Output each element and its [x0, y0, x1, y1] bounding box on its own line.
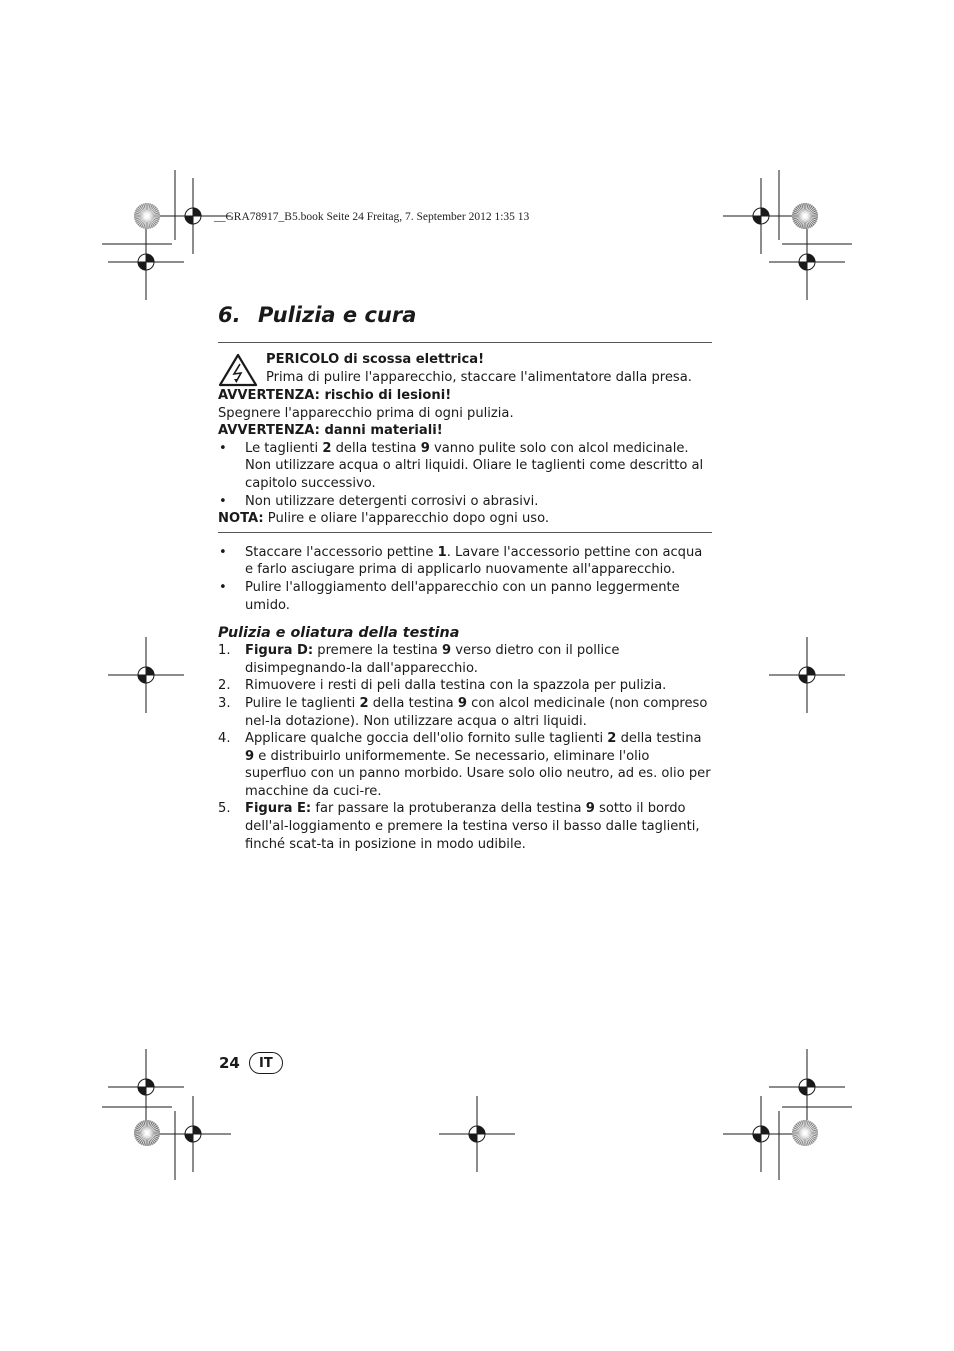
- list-item: • Pulire l'alloggiamento dell'apparecchio con un panno leggermente umido.: [218, 579, 712, 614]
- section-heading: [218, 300, 712, 330]
- registration-mark: [723, 178, 799, 254]
- warning-damage-list: [218, 440, 712, 510]
- warning-injury-text: Spegnere l'apparecchio prima di ogni pulizia.: [218, 405, 514, 421]
- danger-row: [218, 351, 712, 387]
- list-item: 3. Pulire le taglienti 2 della testina 9 con alcol medicinale (non compreso nel-la dotazione). Non utilizzare acqua o altri liquidi.: [218, 695, 708, 729]
- note-label: NOTA:: [218, 511, 264, 527]
- safety-notice-box: [218, 343, 712, 532]
- cleaning-list: [218, 544, 712, 614]
- section-number: 6.: [218, 303, 241, 327]
- list-item: 5. Figura E: far passare la protuberanza della testina 9 sotto il bordo dell'al-loggiamento e premere la testina verso il basso dalle taglienti, finché scat-ta in posizione in modo udibile.: [218, 801, 700, 852]
- registration-mark: [769, 637, 845, 713]
- page-number: 24: [219, 1054, 240, 1072]
- list-item: • Staccare l'accessorio pettine 1. Lavare l'accessorio pettine con acqua e farlo asciugare prima di applicarlo nuovamente all'apparecchio.: [218, 544, 712, 579]
- registration-mark: [769, 1049, 845, 1125]
- warning-injury-title: AVVERTENZA: rischio di lesioni!: [218, 388, 452, 403]
- subsection-title: Pulizia e oliatura della testina: [218, 625, 460, 642]
- page-content: [218, 300, 712, 853]
- section-title: Pulizia e cura: [258, 303, 417, 327]
- color-target-mark: [792, 1120, 818, 1146]
- note-text: Pulire e oliare l'apparecchio dopo ogni uso.: [263, 511, 550, 527]
- print-slug: __GRA78917_B5.book Seite 24 Freitag, 7. September 2012 1:35 13: [214, 211, 530, 223]
- language-badge: IT: [249, 1052, 283, 1074]
- list-item: 2. Rimuovere i resti di peli dalla testina con la spazzola per pulizia.: [218, 678, 667, 694]
- registration-mark: [769, 224, 845, 300]
- registration-mark: [108, 637, 184, 713]
- list-item: • Non utilizzare detergenti corrosivi o abrasivi.: [218, 493, 712, 511]
- color-target-mark: [792, 203, 818, 229]
- list-item: 1. Figura D: premere la testina 9 verso dietro con il pollice disimpegnando-la dall'apparecchio.: [218, 643, 620, 676]
- electric-hazard-icon: [218, 353, 258, 387]
- danger-title: PERICOLO di scossa elettrica!: [266, 352, 485, 367]
- registration-mark: [108, 224, 184, 300]
- registration-mark: [108, 1049, 184, 1125]
- note: [218, 510, 712, 528]
- color-target-mark: [134, 203, 160, 229]
- oiling-steps: [218, 642, 712, 853]
- registration-mark: [439, 1096, 515, 1172]
- warning-damage-title: AVVERTENZA: danni materiali!: [218, 423, 443, 439]
- page-footer: [219, 1052, 283, 1074]
- notice-bottom-rule: [218, 532, 712, 533]
- list-item: • Le taglienti 2 della testina 9 vanno pulite solo con alcol medicinale. Non utilizzare acqua o altri liquidi. Oliare le taglienti come descritto al capitolo successivo.: [218, 440, 712, 493]
- danger-text-block: [266, 351, 692, 387]
- list-item: 4. Applicare qualche goccia dell'olio fornito sulle taglienti 2 della testina 9 e distribuirlo uniformemente. Se necessario, eliminare l'olio superfluo con un panno morbido. Usare solo olio neutro, ad es. olio per macchine da cuci-re.: [218, 731, 711, 799]
- danger-text: Prima di pulire l'apparecchio, staccare l'alimentatore dalla presa.: [266, 369, 692, 385]
- color-target-mark: [134, 1120, 160, 1146]
